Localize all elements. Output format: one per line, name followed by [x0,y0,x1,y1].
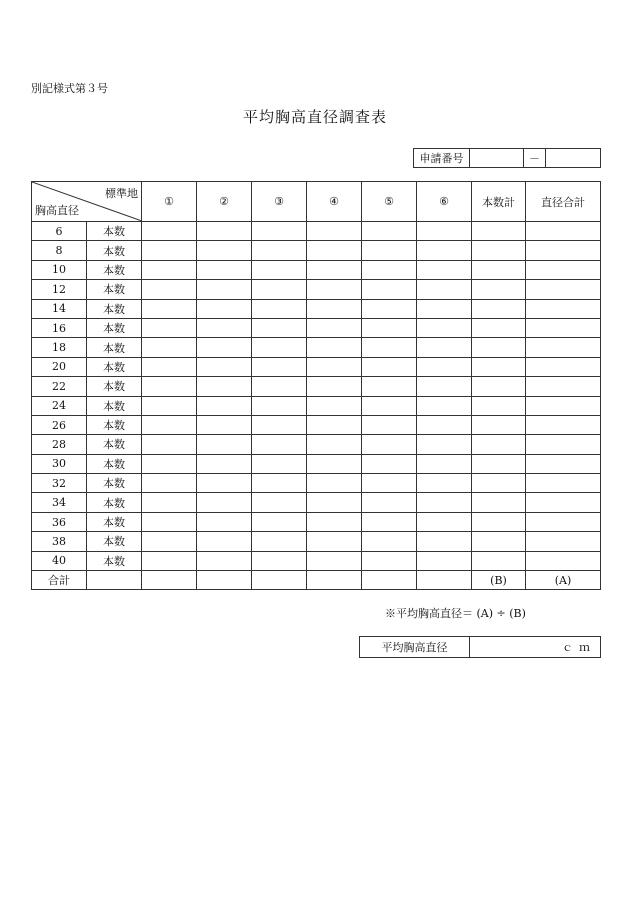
table-header-row [32,182,601,222]
diameter-class-cell: 26 [32,415,87,434]
plot-count-cell[interactable] [307,260,362,279]
table-row [32,377,601,396]
plot-count-cell[interactable] [417,551,472,570]
diameter-class-cell: 14 [32,299,87,318]
plot-count-cell[interactable] [197,415,252,434]
plot-count-cell[interactable] [142,454,197,473]
plot-count-cell[interactable] [362,532,417,551]
table-body [32,222,601,590]
table-row [32,338,601,357]
plot-count-cell[interactable] [307,222,362,241]
form-title: 平均胸高直径調査表 [242,108,387,126]
header-corner-cell [32,182,142,222]
unit-label-cell: 本数 [87,357,142,376]
count-total-cell[interactable] [472,512,526,531]
unit-label-cell: 本数 [87,551,142,570]
plot-count-cell[interactable] [142,241,197,260]
plot-count-cell[interactable] [307,396,362,415]
diameter-total-cell[interactable] [526,551,601,570]
plot-header-2: ② [197,182,252,222]
plot-count-cell[interactable] [142,260,197,279]
unit-label-cell: 本数 [87,299,142,318]
plot-count-cell[interactable] [197,299,252,318]
plot-count-cell[interactable] [197,377,252,396]
total-empty-cell[interactable] [362,571,417,590]
count-total-cell[interactable] [472,260,526,279]
count-total-cell[interactable] [472,222,526,241]
average-formula-note: ※平均胸高直径＝ (A) ÷ (B) [385,607,526,620]
count-total-cell[interactable] [472,241,526,260]
total-empty-cell[interactable] [252,571,307,590]
plot-count-cell[interactable] [417,260,472,279]
total-label-cell: 合計 [32,571,87,590]
average-diameter-unit: ｃｍ [562,641,596,654]
plot-count-cell[interactable] [417,415,472,434]
plot-count-cell[interactable] [142,299,197,318]
count-total-cell[interactable] [472,396,526,415]
unit-label-cell: 本数 [87,338,142,357]
diameter-class-cell: 36 [32,512,87,531]
count-total-cell[interactable] [472,280,526,299]
form-number: 別記様式第３号 [31,82,108,95]
table-row [32,299,601,318]
diameter-total-cell[interactable] [526,493,601,512]
diameter-class-cell: 16 [32,318,87,337]
plot-count-cell[interactable] [362,222,417,241]
plot-count-cell[interactable] [417,532,472,551]
application-number-field-1[interactable] [470,149,524,168]
plot-count-cell[interactable] [142,493,197,512]
count-total-cell[interactable] [472,338,526,357]
diameter-total-cell[interactable] [526,299,601,318]
plot-count-cell[interactable] [142,222,197,241]
plot-count-cell[interactable] [252,338,307,357]
plot-count-cell[interactable] [307,454,362,473]
unit-label-cell: 本数 [87,318,142,337]
total-empty-cell[interactable] [417,571,472,590]
plot-count-cell[interactable] [307,357,362,376]
plot-count-cell[interactable] [252,551,307,570]
unit-label-cell: 本数 [87,260,142,279]
table-row [32,454,601,473]
application-number-label: 申請番号 [414,149,470,168]
diameter-class-cell: 8 [32,241,87,260]
diameter-total-cell[interactable] [526,222,601,241]
plot-count-cell[interactable] [362,551,417,570]
table-row [32,357,601,376]
plot-count-cell[interactable] [252,222,307,241]
plot-count-cell[interactable] [362,512,417,531]
plot-header-5: ⑤ [362,182,417,222]
diameter-class-cell: 34 [32,493,87,512]
plot-count-cell[interactable] [197,260,252,279]
unit-label-cell: 本数 [87,532,142,551]
plot-count-cell[interactable] [142,318,197,337]
corner-plot-label: 標準地 [105,187,138,200]
diameter-total-cell[interactable] [526,512,601,531]
average-diameter-table [359,636,601,658]
diameter-total-cell[interactable] [526,280,601,299]
table-row [32,415,601,434]
table-row [32,551,601,570]
unit-label-cell: 本数 [87,454,142,473]
plot-count-cell[interactable] [142,435,197,454]
plot-count-cell[interactable] [307,377,362,396]
plot-count-cell[interactable] [252,454,307,473]
diameter-total-cell[interactable] [526,377,601,396]
table-row [32,222,601,241]
unit-label-cell: 本数 [87,415,142,434]
diameter-class-cell: 10 [32,260,87,279]
total-empty-cell[interactable] [197,571,252,590]
plot-count-cell[interactable] [417,357,472,376]
plot-count-cell[interactable] [197,338,252,357]
count-total-cell[interactable] [472,551,526,570]
plot-count-cell[interactable] [142,474,197,493]
plot-count-cell[interactable] [417,454,472,473]
unit-label-cell: 本数 [87,474,142,493]
plot-count-cell[interactable] [307,415,362,434]
plot-count-cell[interactable] [197,222,252,241]
unit-label-cell: 本数 [87,512,142,531]
plot-count-cell[interactable] [417,318,472,337]
plot-count-cell[interactable] [252,396,307,415]
plot-count-cell[interactable] [142,532,197,551]
plot-count-cell[interactable] [307,299,362,318]
unit-label-cell: 本数 [87,493,142,512]
unit-label-cell: 本数 [87,222,142,241]
plot-count-cell[interactable] [252,474,307,493]
table-row [32,318,601,337]
plot-count-cell[interactable] [362,435,417,454]
unit-label-cell: 本数 [87,396,142,415]
diameter-total-cell[interactable] [526,396,601,415]
plot-count-cell[interactable] [197,474,252,493]
plot-count-cell[interactable] [307,338,362,357]
count-total-cell[interactable] [472,415,526,434]
plot-count-cell[interactable] [142,338,197,357]
plot-count-cell[interactable] [142,357,197,376]
plot-count-cell[interactable] [417,280,472,299]
plot-count-cell[interactable] [142,280,197,299]
plot-count-cell[interactable] [362,357,417,376]
plot-count-cell[interactable] [197,318,252,337]
plot-count-cell[interactable] [362,454,417,473]
plot-count-cell[interactable] [252,241,307,260]
plot-count-cell[interactable] [307,493,362,512]
unit-label-cell: 本数 [87,377,142,396]
count-total-cell[interactable] [472,299,526,318]
plot-count-cell[interactable] [142,415,197,434]
diameter-total-header: 直径合計 [526,182,601,222]
application-number-table [413,148,601,168]
plot-count-cell[interactable] [252,280,307,299]
plot-count-cell[interactable] [197,512,252,531]
plot-count-cell[interactable] [252,318,307,337]
table-row [32,512,601,531]
application-number-field-2[interactable] [546,149,601,168]
plot-count-cell[interactable] [307,551,362,570]
plot-count-cell[interactable] [307,435,362,454]
plot-count-cell[interactable] [252,260,307,279]
diameter-total-cell[interactable] [526,532,601,551]
diameter-total-cell[interactable] [526,241,601,260]
plot-count-cell[interactable] [142,396,197,415]
plot-count-cell[interactable] [362,493,417,512]
plot-count-cell[interactable] [142,377,197,396]
plot-count-cell[interactable] [197,532,252,551]
diameter-class-cell: 6 [32,222,87,241]
plot-count-cell[interactable] [197,280,252,299]
total-row [32,571,601,590]
unit-label-cell: 本数 [87,241,142,260]
plot-count-cell[interactable] [417,241,472,260]
plot-count-cell[interactable] [362,280,417,299]
plot-count-cell[interactable] [252,493,307,512]
diameter-class-cell: 30 [32,454,87,473]
corner-diameter-label: 胸高直径 [35,204,79,217]
table-row [32,280,601,299]
plot-count-cell[interactable] [307,280,362,299]
plot-count-cell[interactable] [362,474,417,493]
plot-count-cell[interactable] [252,512,307,531]
diameter-class-cell: 18 [32,338,87,357]
plot-count-cell[interactable] [417,299,472,318]
plot-count-cell[interactable] [362,299,417,318]
plot-header-6: ⑥ [417,182,472,222]
plot-count-cell[interactable] [417,474,472,493]
plot-count-cell[interactable] [252,299,307,318]
diameter-total-cell[interactable] [526,435,601,454]
total-empty-cell[interactable] [307,571,362,590]
plot-count-cell[interactable] [197,396,252,415]
diameter-total-cell[interactable] [526,260,601,279]
diameter-survey-table [31,181,601,590]
total-count-cell-b[interactable]: (B) [472,571,526,590]
plot-count-cell[interactable] [252,532,307,551]
diameter-class-cell: 12 [32,280,87,299]
table-row [32,474,601,493]
diameter-total-cell[interactable] [526,338,601,357]
plot-count-cell[interactable] [417,377,472,396]
plot-count-cell[interactable] [252,357,307,376]
diameter-class-cell: 38 [32,532,87,551]
diameter-class-cell: 40 [32,551,87,570]
plot-count-cell[interactable] [197,493,252,512]
diameter-class-cell: 24 [32,396,87,415]
plot-count-cell[interactable] [417,222,472,241]
count-total-cell[interactable] [472,454,526,473]
total-empty-cell[interactable] [142,571,197,590]
diameter-class-cell: 20 [32,357,87,376]
plot-count-cell[interactable] [197,435,252,454]
plot-count-cell[interactable] [417,493,472,512]
plot-count-cell[interactable] [362,396,417,415]
plot-count-cell[interactable] [362,241,417,260]
diameter-total-cell[interactable] [526,415,601,434]
plot-count-cell[interactable] [362,260,417,279]
unit-label-cell: 本数 [87,435,142,454]
plot-count-cell[interactable] [417,396,472,415]
diameter-total-cell[interactable] [526,454,601,473]
count-total-cell[interactable] [472,357,526,376]
plot-count-cell[interactable] [197,551,252,570]
plot-count-cell[interactable] [417,435,472,454]
plot-count-cell[interactable] [307,318,362,337]
count-total-cell[interactable] [472,493,526,512]
plot-header-3: ③ [252,182,307,222]
diameter-total-cell[interactable] [526,318,601,337]
plot-count-cell[interactable] [307,532,362,551]
count-total-cell[interactable] [472,532,526,551]
plot-count-cell[interactable] [362,377,417,396]
application-number-separator: － [524,149,546,168]
plot-count-cell[interactable] [362,338,417,357]
plot-count-cell[interactable] [307,474,362,493]
plot-count-cell[interactable] [307,241,362,260]
plot-header-4: ④ [307,182,362,222]
count-total-cell[interactable] [472,377,526,396]
table-row [32,260,601,279]
plot-count-cell[interactable] [142,512,197,531]
plot-count-cell[interactable] [197,357,252,376]
average-diameter-field[interactable] [470,637,601,658]
count-total-cell[interactable] [472,435,526,454]
table-row [32,493,601,512]
table-row [32,241,601,260]
count-total-header: 本数計 [472,182,526,222]
table-row [32,532,601,551]
count-total-cell[interactable] [472,318,526,337]
plot-count-cell[interactable] [197,241,252,260]
total-empty-cell[interactable] [87,571,142,590]
unit-label-cell: 本数 [87,280,142,299]
plot-count-cell[interactable] [417,512,472,531]
table-row [32,396,601,415]
plot-count-cell[interactable] [252,377,307,396]
plot-count-cell[interactable] [362,415,417,434]
average-diameter-label: 平均胸高直径 [360,637,470,658]
plot-count-cell[interactable] [417,338,472,357]
total-diameter-cell-a[interactable]: (A) [526,571,601,590]
plot-count-cell[interactable] [252,415,307,434]
plot-count-cell[interactable] [252,435,307,454]
diameter-class-cell: 32 [32,474,87,493]
diameter-class-cell: 28 [32,435,87,454]
diameter-total-cell[interactable] [526,474,601,493]
plot-count-cell[interactable] [362,318,417,337]
table-row [32,435,601,454]
diameter-class-cell: 22 [32,377,87,396]
plot-count-cell[interactable] [197,454,252,473]
plot-count-cell[interactable] [307,512,362,531]
plot-count-cell[interactable] [142,551,197,570]
count-total-cell[interactable] [472,474,526,493]
diameter-total-cell[interactable] [526,357,601,376]
plot-header-1: ① [142,182,197,222]
